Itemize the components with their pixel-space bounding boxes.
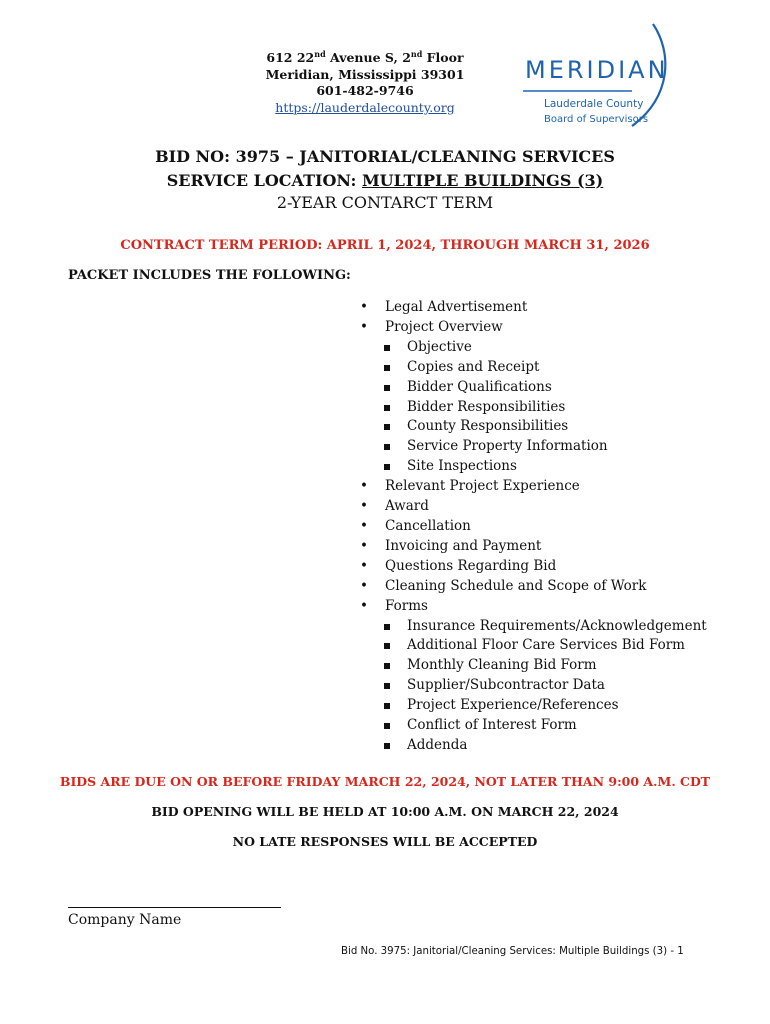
square-bullet-icon (384, 723, 390, 729)
list-item-label: Bidder Responsibilities (407, 398, 566, 415)
logo-wordmark: MERIDIAN (525, 56, 669, 84)
square-bullet-icon (384, 703, 390, 709)
list-item-label: Site Inspections (407, 458, 517, 475)
opening-notice: BID OPENING WILL BE HELD AT 10:00 A.M. ON MARCH 22, 2024 (151, 804, 619, 819)
list-item (360, 477, 707, 497)
bid-title: BID NO: 3975 – JANITORIAL/CLEANING SERVICES (155, 147, 615, 166)
list-item (360, 378, 707, 398)
bullet-icon: • (360, 318, 368, 335)
list-item-label: Addenda (407, 736, 468, 753)
bullet-icon: • (360, 299, 368, 315)
list-item-label: Relevant Project Experience (385, 478, 580, 495)
square-bullet-icon (384, 624, 390, 630)
list-item-label: Monthly Cleaning Bid Form (407, 657, 597, 674)
list-item (360, 338, 707, 358)
packet-heading: PACKET INCLUDES THE FOLLOWING: (68, 268, 351, 283)
list-item (360, 676, 707, 696)
list-item (360, 417, 707, 437)
square-bullet-icon (384, 385, 390, 391)
meridian-logo (520, 22, 670, 132)
company-name-label: Company Name (68, 912, 182, 928)
list-item-label: Copies and Receipt (407, 358, 540, 375)
list-item (360, 358, 707, 378)
list-item-label: Award (385, 498, 429, 515)
list-item (360, 577, 707, 597)
square-bullet-icon (384, 683, 390, 689)
list-item-label: Service Property Information (407, 438, 608, 455)
list-item (360, 597, 707, 617)
bullet-icon: • (360, 498, 368, 515)
list-item (360, 696, 707, 716)
logo-county: Lauderdale County (544, 98, 644, 110)
list-item-label: Insurance Requirements/Acknowledgement (407, 617, 707, 634)
list-item-label: Project Overview (385, 318, 503, 335)
list-item-label: Invoicing and Payment (385, 537, 542, 554)
list-item (360, 557, 707, 577)
square-bullet-icon (384, 424, 390, 430)
square-bullet-icon (384, 643, 390, 649)
list-item-label: County Responsibilities (407, 418, 569, 435)
bullet-icon: • (360, 557, 368, 574)
address-block (240, 46, 490, 116)
list-item-label: Bidder Qualifications (407, 378, 552, 395)
list-item (360, 497, 707, 517)
square-bullet-icon (384, 405, 390, 411)
list-item (360, 318, 707, 338)
service-location-value: MULTIPLE BUILDINGS (3) (361, 171, 604, 190)
list-item (360, 517, 707, 537)
list-item-label: Cleaning Schedule and Scope of Work (385, 577, 647, 594)
page-footer: Bid No. 3975: Janitorial/Cleaning Services: Multiple Buildings (3) - 1 (341, 946, 684, 957)
contract-term: 2-YEAR CONTARCT TERM (276, 193, 494, 212)
list-item (360, 636, 707, 656)
list-item-label: Project Experience/References (407, 697, 619, 714)
list-item (360, 537, 707, 557)
signature-line (68, 907, 281, 908)
square-bullet-icon (384, 663, 390, 669)
list-item-label: Supplier/Subcontractor Data (407, 677, 605, 694)
list-item (360, 457, 707, 477)
list-item (360, 298, 707, 318)
service-location: SERVICE LOCATION: MULTIPLE BUILDINGS (3) (166, 171, 604, 190)
phone-line: 601-482-9746 (316, 83, 414, 99)
list-item-label: Forms (385, 597, 428, 614)
list-item (360, 437, 707, 457)
street-line: 612 22nd Avenue S, 2nd Floor (266, 49, 464, 66)
list-item-label: Cancellation (385, 517, 471, 534)
bullet-icon: • (360, 537, 368, 554)
bullet-icon: • (360, 577, 368, 594)
list-item-label: Objective (407, 338, 472, 355)
bullet-icon: • (360, 517, 368, 534)
contract-term-period: CONTRACT TERM PERIOD: APRIL 1, 2024, THROUGH MARCH 31, 2026 (120, 238, 650, 253)
bullet-icon: • (360, 478, 368, 495)
list-item (360, 716, 707, 736)
square-bullet-icon (384, 345, 390, 351)
city-line: Meridian, Mississippi 39301 (265, 66, 465, 82)
packet-list (360, 298, 707, 756)
list-item-label: Conflict of Interest Form (407, 717, 577, 734)
late-notice: NO LATE RESPONSES WILL BE ACCEPTED (232, 834, 538, 849)
square-bullet-icon (384, 743, 390, 749)
square-bullet-icon (384, 365, 390, 371)
bullet-icon: • (360, 597, 368, 614)
list-item (360, 398, 707, 418)
due-notice: BIDS ARE DUE ON OR BEFORE FRIDAY MARCH 22, 2024, NOT LATER THAN 9:00 A.M. CDT (59, 774, 711, 789)
list-item-label: Legal Advertisement (385, 299, 528, 315)
list-item-label: Additional Floor Care Services Bid Form (407, 637, 685, 654)
list-item (360, 656, 707, 676)
list-item (360, 736, 707, 756)
square-bullet-icon (384, 464, 390, 470)
logo-board: Board of Supervisors (544, 114, 649, 125)
square-bullet-icon (384, 444, 390, 450)
list-item-label: Questions Regarding Bid (385, 557, 557, 574)
website-link[interactable]: https://lauderdalecounty.org (275, 99, 455, 115)
list-item (360, 617, 707, 637)
